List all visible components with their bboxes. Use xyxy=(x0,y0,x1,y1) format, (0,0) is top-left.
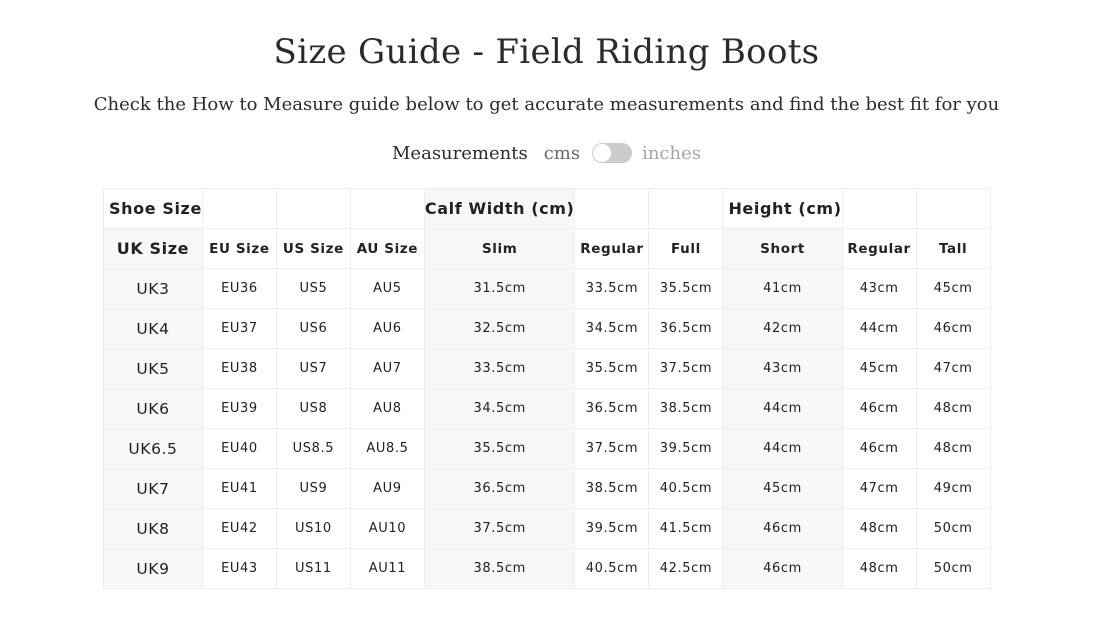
size-table-body xyxy=(104,189,991,589)
cell-calf-slim: 36.5cm xyxy=(424,469,575,509)
cell-calf-full: 38.5cm xyxy=(649,389,723,429)
cell-height-short: 44cm xyxy=(723,429,842,469)
cell-calf-regular: 37.5cm xyxy=(575,429,649,469)
column-header-height-tall: Tall xyxy=(916,229,990,269)
cell-au-size: AU8 xyxy=(350,389,424,429)
size-table xyxy=(103,188,991,589)
cell-height-regular: 48cm xyxy=(842,549,916,589)
cell-calf-slim: 37.5cm xyxy=(424,509,575,549)
cell-uk-size: UK3 xyxy=(104,269,203,309)
cell-eu-size: EU39 xyxy=(202,389,276,429)
cell-uk-size: UK6 xyxy=(104,389,203,429)
empty-cell xyxy=(649,189,723,229)
table-row xyxy=(104,309,991,349)
cell-calf-regular: 36.5cm xyxy=(575,389,649,429)
cell-calf-slim: 31.5cm xyxy=(424,269,575,309)
cell-eu-size: EU37 xyxy=(202,309,276,349)
table-row xyxy=(104,349,991,389)
cell-us-size: US7 xyxy=(276,349,350,389)
cell-calf-full: 35.5cm xyxy=(649,269,723,309)
page-title: Size Guide - Field Riding Boots xyxy=(273,32,820,72)
cell-au-size: AU7 xyxy=(350,349,424,389)
cell-calf-regular: 35.5cm xyxy=(575,349,649,389)
cell-calf-slim: 32.5cm xyxy=(424,309,575,349)
cell-eu-size: EU42 xyxy=(202,509,276,549)
cell-height-tall: 49cm xyxy=(916,469,990,509)
cell-us-size: US9 xyxy=(276,469,350,509)
table-row xyxy=(104,429,991,469)
cell-uk-size: UK8 xyxy=(104,509,203,549)
cell-height-short: 45cm xyxy=(723,469,842,509)
cell-height-regular: 45cm xyxy=(842,349,916,389)
cell-calf-regular: 40.5cm xyxy=(575,549,649,589)
cell-us-size: US11 xyxy=(276,549,350,589)
cell-calf-full: 41.5cm xyxy=(649,509,723,549)
table-row xyxy=(104,469,991,509)
cell-height-short: 46cm xyxy=(723,549,842,589)
empty-cell xyxy=(916,189,990,229)
cell-us-size: US5 xyxy=(276,269,350,309)
cell-calf-regular: 34.5cm xyxy=(575,309,649,349)
cell-height-tall: 48cm xyxy=(916,429,990,469)
empty-cell xyxy=(202,189,276,229)
cell-height-short: 43cm xyxy=(723,349,842,389)
empty-cell xyxy=(276,189,350,229)
cell-height-tall: 46cm xyxy=(916,309,990,349)
group-header-row xyxy=(104,189,991,229)
cell-height-tall: 48cm xyxy=(916,389,990,429)
cell-us-size: US8 xyxy=(276,389,350,429)
column-header-calf-regular: Regular xyxy=(575,229,649,269)
column-header-eu-size: EU Size xyxy=(202,229,276,269)
cell-calf-slim: 33.5cm xyxy=(424,349,575,389)
table-row xyxy=(104,549,991,589)
cell-au-size: AU8.5 xyxy=(350,429,424,469)
cell-calf-full: 37.5cm xyxy=(649,349,723,389)
cell-eu-size: EU36 xyxy=(202,269,276,309)
cell-calf-slim: 38.5cm xyxy=(424,549,575,589)
unit-cms-label[interactable]: cms xyxy=(543,142,581,164)
cell-height-regular: 44cm xyxy=(842,309,916,349)
column-header-height-regular: Regular xyxy=(842,229,916,269)
column-header-calf-full: Full xyxy=(649,229,723,269)
cell-height-regular: 48cm xyxy=(842,509,916,549)
cell-eu-size: EU41 xyxy=(202,469,276,509)
unit-toggle[interactable] xyxy=(592,143,632,163)
cell-calf-regular: 33.5cm xyxy=(575,269,649,309)
cell-eu-size: EU38 xyxy=(202,349,276,389)
cell-height-short: 44cm xyxy=(723,389,842,429)
measurement-units-switch xyxy=(0,140,1093,166)
cell-height-regular: 43cm xyxy=(842,269,916,309)
cell-us-size: US10 xyxy=(276,509,350,549)
cell-us-size: US8.5 xyxy=(276,429,350,469)
cell-uk-size: UK7 xyxy=(104,469,203,509)
cell-uk-size: UK5 xyxy=(104,349,203,389)
cell-calf-slim: 34.5cm xyxy=(424,389,575,429)
group-header-shoe-size: Shoe Size xyxy=(104,189,203,229)
cell-height-short: 41cm xyxy=(723,269,842,309)
cell-height-regular: 46cm xyxy=(842,429,916,469)
cell-us-size: US6 xyxy=(276,309,350,349)
column-header-height-short: Short xyxy=(723,229,842,269)
cell-au-size: AU11 xyxy=(350,549,424,589)
cell-calf-regular: 38.5cm xyxy=(575,469,649,509)
page-subtitle: Check the How to Measure guide below to get accurate measurements and find the best fit for you xyxy=(93,94,1000,115)
cell-calf-full: 42.5cm xyxy=(649,549,723,589)
cell-au-size: AU9 xyxy=(350,469,424,509)
table-row xyxy=(104,269,991,309)
table-row xyxy=(104,509,991,549)
cell-calf-full: 39.5cm xyxy=(649,429,723,469)
cell-height-regular: 46cm xyxy=(842,389,916,429)
cell-eu-size: EU43 xyxy=(202,549,276,589)
cell-calf-slim: 35.5cm xyxy=(424,429,575,469)
unit-toggle-knob[interactable] xyxy=(593,144,611,162)
cell-au-size: AU10 xyxy=(350,509,424,549)
column-header-uk-size: UK Size xyxy=(104,229,203,269)
cell-uk-size: UK6.5 xyxy=(104,429,203,469)
cell-height-tall: 47cm xyxy=(916,349,990,389)
cell-uk-size: UK9 xyxy=(104,549,203,589)
cell-height-short: 46cm xyxy=(723,509,842,549)
column-header-au-size: AU Size xyxy=(350,229,424,269)
cell-uk-size: UK4 xyxy=(104,309,203,349)
cell-calf-full: 36.5cm xyxy=(649,309,723,349)
cell-height-short: 42cm xyxy=(723,309,842,349)
unit-inches-label[interactable]: inches xyxy=(642,142,701,164)
column-header-row xyxy=(104,229,991,269)
cell-au-size: AU6 xyxy=(350,309,424,349)
empty-cell xyxy=(842,189,916,229)
cell-height-regular: 47cm xyxy=(842,469,916,509)
column-header-calf-slim: Slim xyxy=(424,229,575,269)
empty-cell xyxy=(350,189,424,229)
cell-au-size: AU5 xyxy=(350,269,424,309)
cell-calf-full: 40.5cm xyxy=(649,469,723,509)
column-header-us-size: US Size xyxy=(276,229,350,269)
cell-height-tall: 50cm xyxy=(916,549,990,589)
cell-height-tall: 50cm xyxy=(916,509,990,549)
group-header-calf-width: Calf Width (cm) xyxy=(424,189,575,229)
table-row xyxy=(104,389,991,429)
empty-cell xyxy=(575,189,649,229)
cell-eu-size: EU40 xyxy=(202,429,276,469)
cell-height-tall: 45cm xyxy=(916,269,990,309)
measurements-label: Measurements xyxy=(392,142,528,164)
cell-calf-regular: 39.5cm xyxy=(575,509,649,549)
group-header-height: Height (cm) xyxy=(723,189,842,229)
